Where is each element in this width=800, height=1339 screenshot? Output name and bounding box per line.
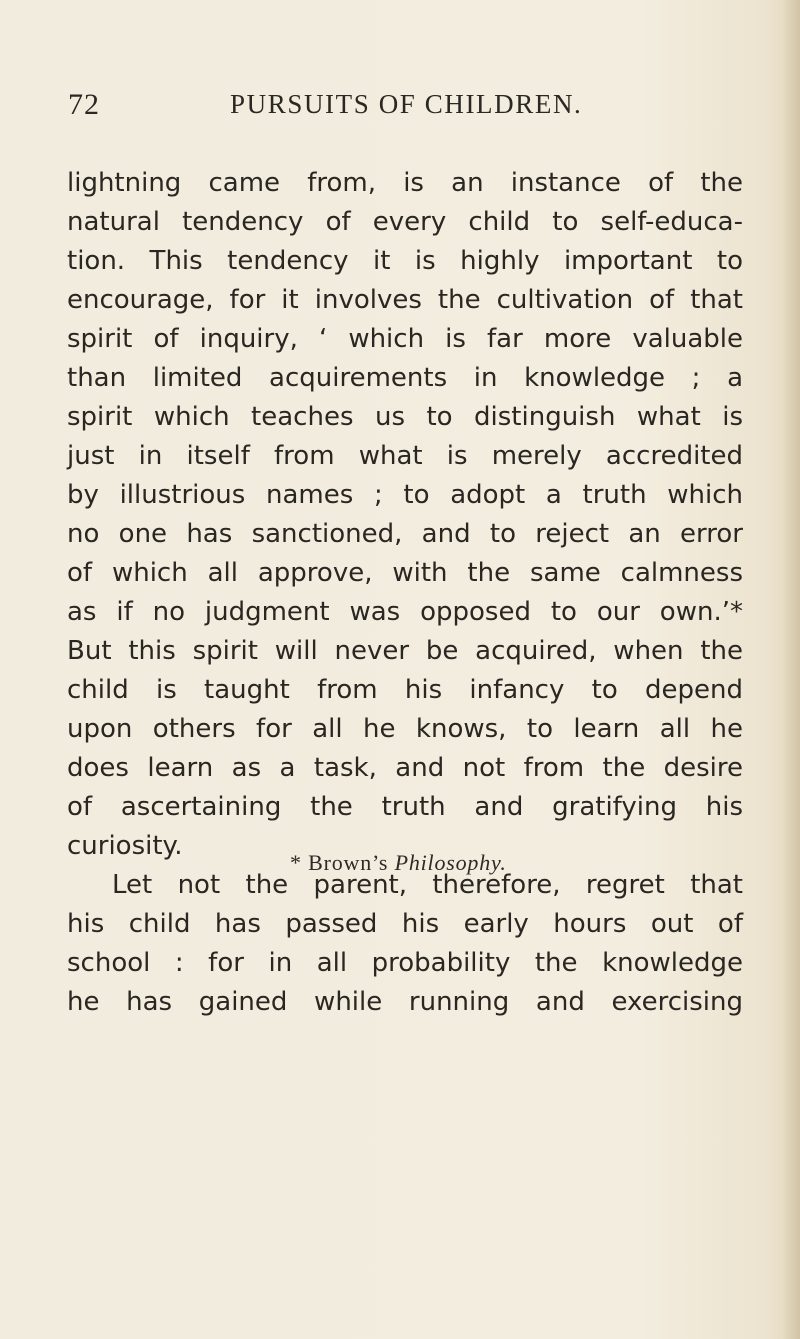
- text-line: no one has sanctioned, and to reject an error: [67, 519, 743, 549]
- text-line: encourage, for it involves the cultivation of that: [67, 285, 743, 315]
- text-line: But this spirit will never be acquired, when the: [67, 636, 743, 666]
- page-number: 72: [68, 88, 100, 121]
- text-line: spirit of inquiry, ‘ which is far more valuable: [67, 324, 743, 354]
- text-line: spirit which teaches us to distinguish what is: [67, 402, 743, 432]
- page-edge-shadow: [782, 0, 800, 1339]
- text-line: lightning came from, is an instance of the: [67, 168, 743, 198]
- footnote-author: Brown’s: [308, 850, 389, 875]
- text-line: natural tendency of every child to self-educa-: [67, 207, 743, 237]
- footnote-work-title: Philosophy.: [394, 850, 507, 875]
- text-line: of ascertaining the truth and gratifying his: [67, 792, 743, 822]
- text-line: his child has passed his early hours out of: [67, 909, 743, 939]
- text-line: does learn as a task, and not from the desire: [67, 753, 743, 783]
- running-head: [68, 88, 758, 128]
- text-line-paragraph-start: Let not the parent, therefore, regret that: [112, 870, 743, 900]
- footnote: [290, 850, 507, 876]
- footnote-marker: *: [290, 850, 302, 875]
- text-line: of which all approve, with the same calmness: [67, 558, 743, 588]
- text-line: school : for in all probability the knowledge: [67, 948, 743, 978]
- text-line: than limited acquirements in knowledge ; a: [67, 363, 743, 393]
- text-line: as if no judgment was opposed to our own.’*: [67, 597, 743, 627]
- text-line: he has gained while running and exercising: [67, 987, 743, 1017]
- text-line: just in itself from what is merely accredited: [67, 441, 743, 471]
- body-text: [67, 164, 743, 1022]
- text-line: upon others for all he knows, to learn all he: [67, 714, 743, 744]
- text-line: by illustrious names ; to adopt a truth which: [67, 480, 743, 510]
- text-line-paragraph-end: curiosity.: [67, 831, 183, 861]
- running-title: PURSUITS OF CHILDREN.: [230, 89, 583, 119]
- text-line: tion. This tendency it is highly important to: [67, 246, 743, 276]
- text-line: child is taught from his infancy to depend: [67, 675, 743, 705]
